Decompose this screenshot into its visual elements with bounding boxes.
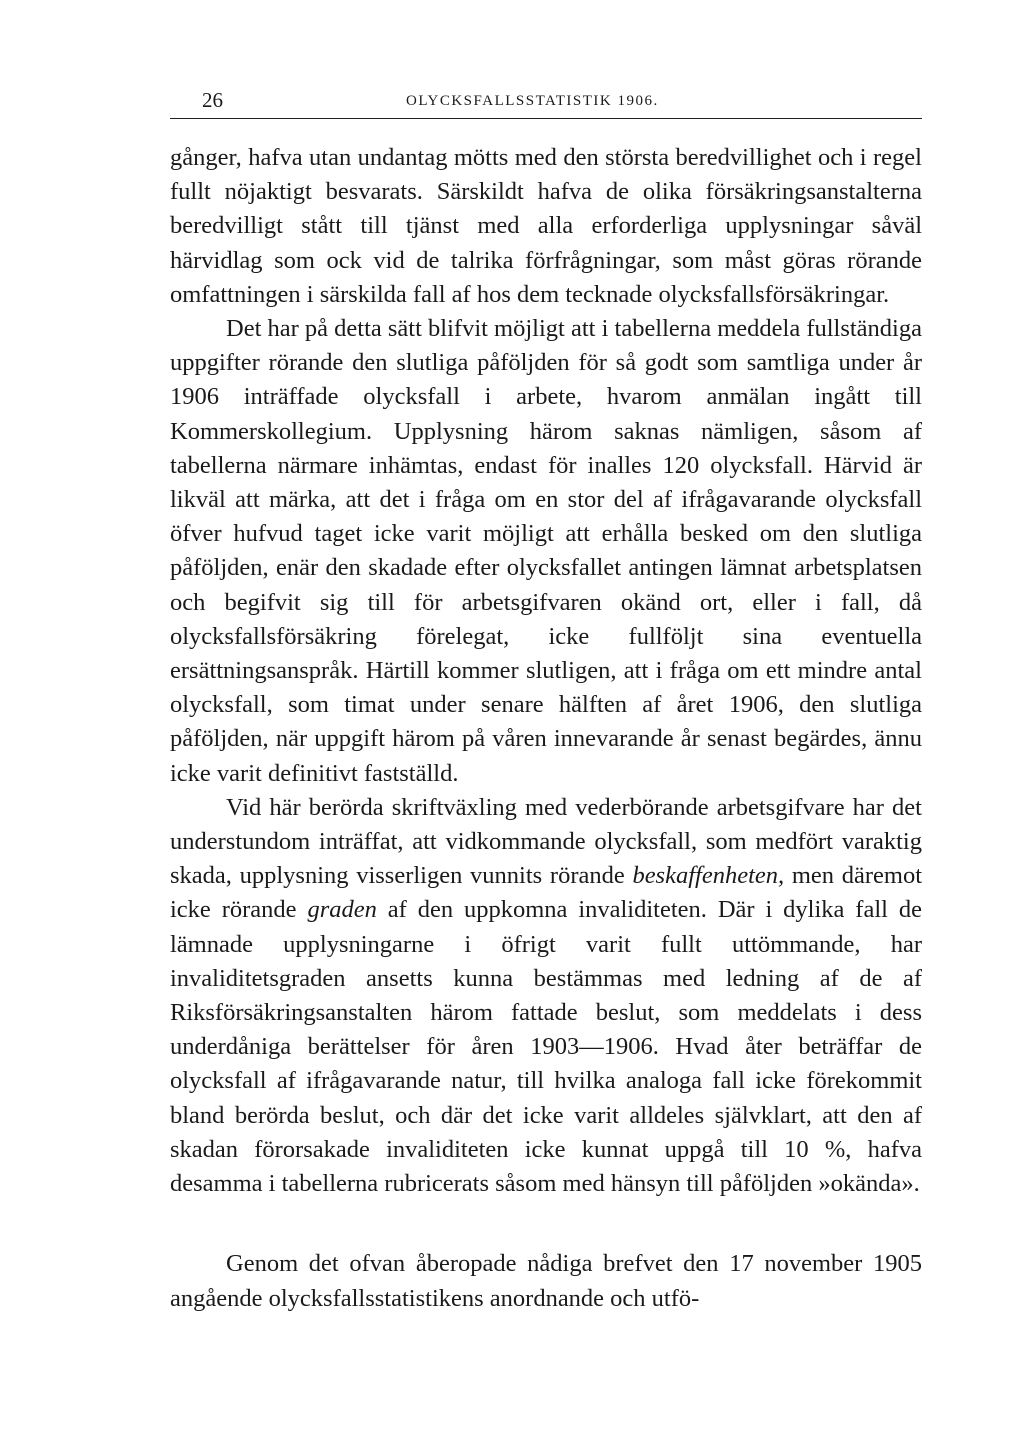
running-title: OLYCKSFALLSSTATISTIK 1906. bbox=[406, 93, 659, 109]
italic-term-beskaffenheten: beskaffenheten, bbox=[632, 862, 785, 890]
paragraph-2: Det har på detta sätt blifvit möjligt att i tabellerna meddela fullständiga uppgifter rörande den slutliga påföljden för så godt som samtliga under år 1906 inträffade olycksfall i arbete, hvarom anmälan ingått till Kommerskollegium. Upplysning härom saknas nämligen, såsom af tabellerna närmare inhämtas, endast för inalles 120 olycksfall. Härvid är likväl att märka, att det i fråga om en stor del af ifrågavarande olycksfall öfver hufvud taget icke varit möjligt att erhålla besked om den slutliga påföljden, enär den skadade efter olycksfallet antingen lämnat arbetsplatsen och begifvit sig till för arbetsgifvaren okänd ort, eller i fall, då olycksfallsförsäkring förelegat, icke fullföljt sina eventuella ersättningsanspråk. Härtill kommer slutligen, att i fråga om ett mindre antal olycksfall, som timat under senare hälften af året 1906, den slutliga påföljden, när uppgift härom på våren innevarande år senast begärdes, ännu icke varit definitivt fastställd. bbox=[170, 315, 922, 787]
running-header bbox=[170, 88, 922, 119]
paragraph-3 bbox=[170, 791, 922, 1201]
italic-term-graden: graden bbox=[307, 896, 377, 924]
page-number: 26 bbox=[202, 88, 223, 112]
paragraph-4: Genom det ofvan åberopade nådiga brefvet den 17 november 1905 angående olycksfallsstatistikens anordnande och utfö- bbox=[170, 1250, 922, 1312]
paragraph-3-part-b: men däremot icke rörande bbox=[170, 862, 922, 924]
paragraph-3-part-a: Vid här berörda skriftväxling med vederbörande arbetsgifvare har det understundom inträffat, att vidkommande olycksfall, som medfört varaktig skada, upplysning visserligen vunnits rörande bbox=[170, 793, 922, 890]
paragraph-1: gånger, hafva utan undantag mötts med den största beredvillighet och i regel fullt nöjaktigt besvarats. Särskildt hafva de olika försäkringsanstalterna beredvilligt stått till tjänst med alla erforderliga upplysningar såväl härvidlag som ock vid de talrika förfrågningar, som måst göras rörande omfattningen i särskilda fall af hos dem tecknade olycksfallsförsäkringar. bbox=[170, 144, 922, 308]
paragraph-3-part-c: af den uppkomna invaliditeten. Där i dylika fall de lämnade upplysningarne i öfrigt varit fullt uttömmande, har invaliditetsgraden ansetts kunna bestämmas med ledning af de af Riksförsäkringsanstalten härom fattade beslut, som meddelats i dess underdåniga berättelser för åren 1903—1906. Hvad åter beträffar de olycksfall af ifrågavarande natur, till hvilka analoga fall icke förekommit bland berörda beslut, och där det icke varit alldeles självklart, att den af skadan förorsakade invaliditeten icke kunnat uppgå till 10 %, hafva desamma i tabellerna rubricerats såsom med hänsyn till påföljden »okända». bbox=[170, 896, 922, 1198]
document-page bbox=[170, 88, 922, 1316]
